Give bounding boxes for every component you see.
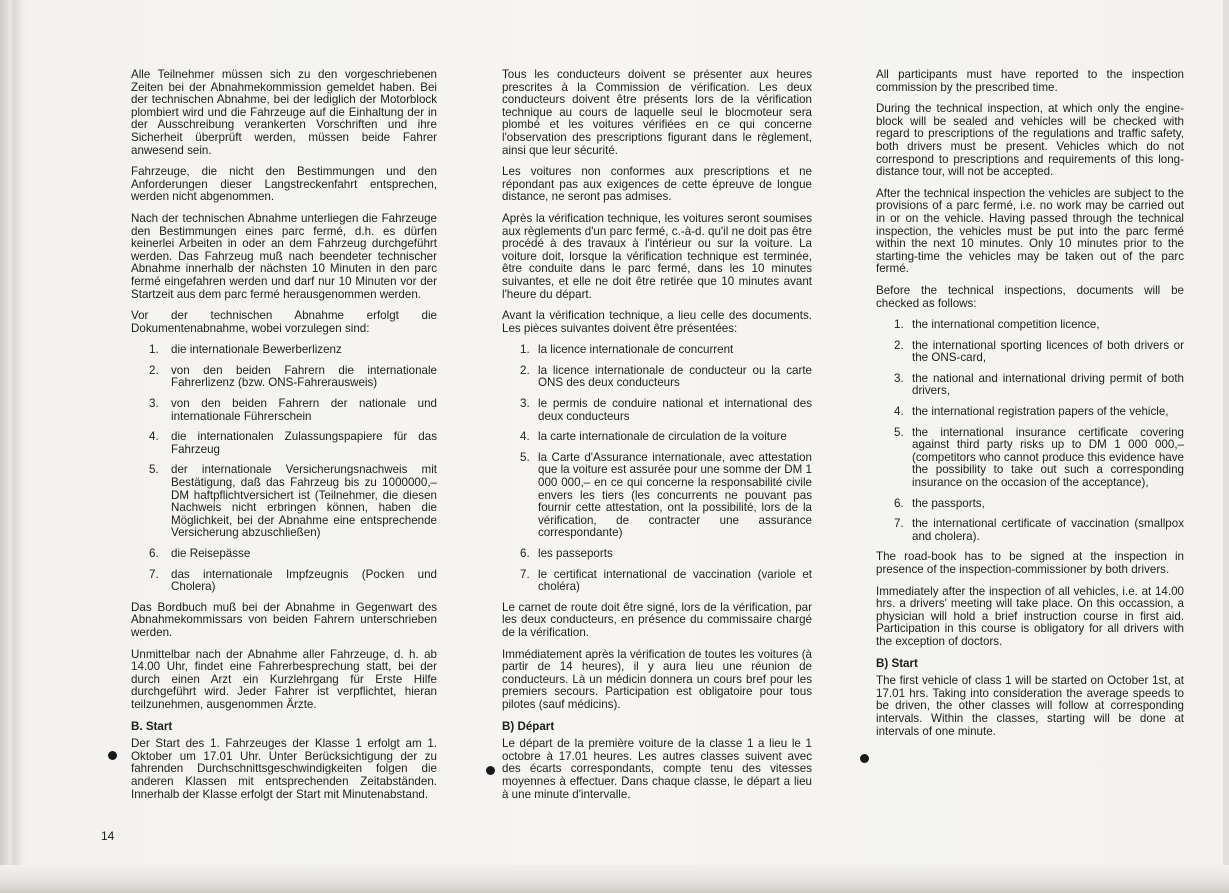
- list-number: 4.: [149, 430, 159, 444]
- paragraph: Immédiatement après la vérification de toutes les voitures (à partir de 14 heures), il y aura lieu une réunion de conducteurs. Là un médicin donnera un cours bref pour les premiers secours. Participation est obligatoire pour tous pilotes (sauf médicins).: [502, 647, 812, 711]
- list-item: [502, 344, 812, 357]
- list-number: 7.: [149, 567, 159, 581]
- list-number: 6.: [149, 547, 159, 560]
- list-text: la carte internationale de circulation de la voiture: [538, 430, 787, 444]
- list-item: [502, 452, 812, 540]
- list-item: [502, 431, 812, 444]
- list-number: 5.: [894, 425, 904, 439]
- list-item: [502, 548, 812, 561]
- page-binding-edge: [0, 0, 22, 893]
- section-heading: B) Départ: [502, 719, 555, 733]
- list-item: [131, 569, 437, 594]
- list-text: la Carte d'Assurance internationale, avec attestation que la voiture est assurée pour une somme der DM 1 000 000,– en ce qui concerne la responsabilité civile envers les tiers (les concurrents ne pouvant pas fournir cette attestation, ont la possibilité, lors de la vérification, de contracter une assurance correspondante): [538, 450, 812, 540]
- list-number: 2.: [894, 338, 904, 352]
- paragraph: The road-book has to be signed at the inspection in presence of the inspection-commissioner by both drivers.: [876, 550, 1184, 576]
- list-number: 4.: [894, 405, 904, 419]
- margin-bullet-icon: [860, 754, 869, 763]
- list-text: das internationale Impfzeugnis (Pocken und Cholera): [171, 567, 437, 594]
- list-item: [131, 365, 437, 390]
- list-item: [131, 344, 437, 357]
- list-item: [502, 365, 812, 390]
- list-number: 1.: [520, 343, 530, 357]
- list-number: 1.: [894, 318, 904, 332]
- list-item: [131, 431, 437, 456]
- list-item: [131, 464, 437, 540]
- paragraph: After the technical inspection the vehicles are subject to the provisions of a parc fermé, i.e. no work may be carried out in or on the vehicle. Having passed through the technical inspection, the vehicles must be put into the parc fermé within the next 10 minutes. Only 10 minutes prior to the starting-time the vehicles may be taken out of the parc fermé.: [876, 186, 1184, 276]
- paragraph: Alle Teilnehmer müssen sich zu den vorgeschriebenen Zeiten bei der Abnahmekommission gemeldet haben. Bei der technischen Abnahme, bei der lediglich der Motorblock plombiert wird und die Fahrzeuge auf die Einhaltung der in der Ausschreibung verankerten Vorschriften und ihre Sicherheit überprüft werden, müssen beide Fahrer anwesend sein.: [131, 68, 437, 157]
- list-number: 6.: [894, 496, 904, 510]
- list-text: les passeports: [538, 547, 613, 560]
- list-item: [502, 398, 812, 423]
- document-list: [876, 319, 1184, 543]
- list-number: 2.: [149, 363, 159, 377]
- document-list: [131, 344, 437, 594]
- list-text: von den beiden Fahrern die internationale Fahrerlizenz (bzw. ONS-Fahrerausweis): [171, 363, 437, 390]
- paragraph: Les voitures non conformes aux prescriptions et ne répondant pas aux exigences de cette épreuve de longue distance, ne seront pas admises.: [502, 165, 812, 204]
- list-text: die internationale Bewerberlizenz: [171, 343, 342, 357]
- paragraph: Fahrzeuge, die nicht den Bestimmungen und den Anforderungen dieser Langstreckenfahrt entsprechen, werden nicht abgenommen.: [131, 165, 437, 204]
- list-item: [876, 498, 1184, 511]
- paragraph: During the technical inspection, at which only the engine-block will be sealed and vehicles will be checked with regard to prescriptions of the regulations and traffic safety, both drivers must be present. Vehicles which do not correspond to prescriptions and requirements of this long-distance tour, will not be accepted.: [876, 102, 1184, 179]
- list-number: 3.: [894, 371, 904, 385]
- column-english: [876, 69, 1184, 747]
- list-number: 6.: [520, 547, 530, 560]
- list-text: the international competition licence,: [912, 318, 1100, 332]
- margin-bullet-icon: [108, 751, 117, 760]
- list-number: 3.: [520, 397, 530, 411]
- section-heading: B. Start: [131, 719, 173, 733]
- paragraph: Der Start des 1. Fahrzeuges der Klasse 1 erfolgt am 1. Oktober um 17.01 Uhr. Unter Berücksichtigung der zu fahrenden Durchschnittsgeschwindigkeiten folgen die anderen Klassen mit entsprechenden Zeitabständen. Innerhalb der Klasse erfolgt der Start mit Minutenabstand.: [131, 737, 437, 801]
- list-text: le certificat international de vaccination (variole et choléra): [538, 567, 812, 594]
- list-text: la licence internationale de concurrent: [538, 343, 734, 357]
- list-item: [876, 427, 1184, 490]
- list-item: [131, 548, 437, 561]
- paragraph: Le carnet de route doit être signé, lors de la vérification, par les deux conducteurs, en présence du commissaire chargé de la vérification.: [502, 600, 812, 639]
- list-item: [876, 340, 1184, 365]
- list-text: die internationalen Zulassungspapiere für das Fahrzeug: [171, 430, 437, 456]
- paragraph: Immediately after the inspection of all vehicles, i.e. at 14.00 hrs. a drivers' meeting will take place. On this occassion, a physician will hold a brief instruction course in first aid. Participation in this course is obligatory for all drivers with the exception of doctors.: [876, 584, 1184, 648]
- list-item: [876, 406, 1184, 419]
- paragraph: Before the technical inspections, documents will be checked as follows:: [876, 283, 1184, 310]
- list-text: der internationale Versicherungsnachweis mit Bestätigung, daß das Fahrzeug bis zu 1000000,– DM haftpflichtversichert ist (Teilnehmer, die diesen Nachweis nicht erbringen können, haben die Möglichkeit, bei der Abnahme eine entsprechende Versicherung abzuschließen): [171, 463, 437, 540]
- paragraph: Après la vérification technique, les voitures seront soumises aux règlements d'un parc fermé, c.-à-d. qu'il ne doit pas être procédé à des travaux à l'intérieur ou sur la voiture. La voiture doit, lorsque la vérification technique est terminée, être conduite dans le parc fermé, dans les 10 minutes suivantes, et elle ne doit être retirée que 10 minutes avant l'heure du départ.: [502, 211, 812, 301]
- paragraph: The first vehicle of class 1 will be started on October 1st, at 17.01 hrs. Taking into consideration the average speeds to be driven, the other classes will follow at corresponding intervals. Within the classes, starting will be done at intervals of one minute.: [876, 674, 1184, 738]
- list-item: [876, 319, 1184, 332]
- list-text: the international certificate of vaccination (smallpox and cholera).: [912, 517, 1184, 543]
- paragraph: Nach der technischen Abnahme unterliegen die Fahrzeuge den Bestimmungen eines parc fermé, d.h. es dürfen keinerlei Arbeiten in oder an dem Fahrzeug durchgeführt werden. Das Fahrzeug muß nach beendeter technischer Abnahme innerhalb der nächsten 10 Minuten in den parc fermé eingefahren werden und darf nur 10 Minuten vor der Startzeit aus dem parc fermé herausgenommen werden.: [131, 211, 437, 301]
- list-item: [876, 373, 1184, 398]
- list-text: le permis de conduire national et international des deux conducteurs: [538, 397, 812, 423]
- list-text: die Reisepässe: [171, 547, 251, 560]
- list-number: 7.: [894, 517, 904, 531]
- paragraph: Vor der technischen Abnahme erfolgt die Dokumentenabnahme, wobei vorzulegen sind:: [131, 309, 437, 335]
- page-number: 14: [101, 829, 115, 843]
- list-number: 5.: [149, 463, 159, 477]
- page-right-edge: [1223, 0, 1229, 893]
- paragraph: Tous les conducteurs doivent se présenter aux heures prescrites à la Commission de vérification. Les deux conducteurs doivent être présents lors de la vérification technique au cours de laquelle seul le blocmoteur sera plombé et les voitures vérifiées en ce qui concerne l'observation des prescriptions figurant dans le règlement, ainsi que leur sécurité.: [502, 68, 812, 157]
- list-text: la licence internationale de conducteur ou la carte ONS des deux conducteurs: [538, 363, 812, 390]
- margin-bullet-icon: [486, 766, 495, 775]
- list-text: the passports,: [912, 496, 985, 510]
- column-french: [502, 69, 812, 810]
- list-text: the national and international driving permit of both drivers,: [912, 371, 1184, 398]
- list-number: 1.: [149, 343, 159, 357]
- list-number: 2.: [520, 363, 530, 377]
- list-text: the international insurance certificate covering against third party risks up to DM 1 000 000,– (competitors who cannot produce this evidence have the possibility to take out such a corresponding insurance on the occasion of the acceptance),: [912, 425, 1184, 490]
- list-item: [131, 398, 437, 423]
- list-text: the international registration papers of the vehicle,: [912, 405, 1169, 419]
- paragraph: Das Bordbuch muß bei der Abnahme in Gegenwart des Abnahmekommissars von beiden Fahrern unterschrieben werden.: [131, 600, 437, 639]
- paragraph: Le départ de la première voiture de la classe 1 a lieu le 1 octobre à 17.01 heures. Les autres classes suivent avec des écarts correspondants, compte tenu des vitesses moyennes à effectuer. Dans chaque classe, le départ a lieu à une minute d'intervalle.: [502, 737, 812, 801]
- document-list: [502, 344, 812, 594]
- list-item: [502, 569, 812, 594]
- list-number: 3.: [149, 397, 159, 411]
- list-number: 7.: [520, 567, 530, 581]
- paragraph: All participants must have reported to the inspection commission by the prescribed time.: [876, 68, 1184, 94]
- list-number: 4.: [520, 430, 530, 444]
- paragraph: Unmittelbar nach der Abnahme aller Fahrzeuge, d. h. ab 14.00 Uhr, findet eine Fahrerbesprechung statt, bei der durch einen Arzt ein Kurzlehrgang für Erste Hilfe durchgeführt wird. Jeder Fahrer ist verpflichtet, hieran teilzunehmen, ausgenommen Ärzte.: [131, 647, 437, 711]
- list-number: 5.: [520, 450, 530, 464]
- list-text: von den beiden Fahrern der nationale und internationale Führerschein: [171, 397, 437, 423]
- list-text: the international sporting licences of both drivers or the ONS-card,: [912, 338, 1184, 365]
- column-german: [131, 69, 437, 810]
- list-item: [876, 518, 1184, 543]
- page-bottom-edge: [0, 865, 1229, 893]
- paragraph: Avant la vérification technique, a lieu celle des documents. Les pièces suivantes doivent être présentées:: [502, 309, 812, 335]
- section-heading: B) Start: [876, 656, 918, 670]
